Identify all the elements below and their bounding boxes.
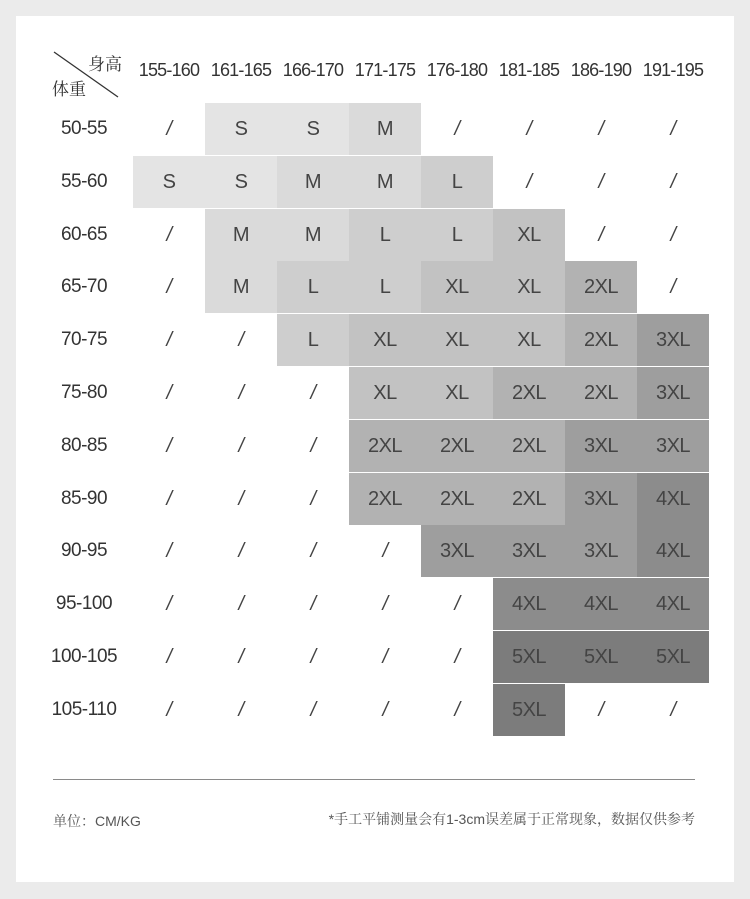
size-cell-empty: / <box>670 223 676 246</box>
weight-row-header: 85-90 <box>60 487 108 509</box>
size-cell-empty: / <box>310 487 316 510</box>
size-cell-empty: / <box>238 698 244 721</box>
size-cell: XL <box>493 314 565 366</box>
size-cell-empty: / <box>238 540 244 563</box>
size-cell-empty: / <box>310 540 316 563</box>
size-cell-empty: / <box>670 170 676 193</box>
table-corner-header <box>52 50 122 100</box>
size-cell-empty: / <box>454 118 460 140</box>
size-cell: 4XL <box>637 578 709 630</box>
size-cell: L <box>277 261 349 313</box>
size-cell: 2XL <box>565 367 637 419</box>
size-cell: XL <box>349 314 421 366</box>
size-cell-empty: / <box>166 434 172 457</box>
size-cell: 3XL <box>565 473 637 525</box>
size-cell-empty: / <box>382 593 388 616</box>
size-cell-empty: / <box>454 593 460 616</box>
size-cell-empty: / <box>166 540 172 563</box>
size-cell: L <box>277 314 349 366</box>
size-cell: 5XL <box>493 684 565 736</box>
size-cell: 2XL <box>421 420 493 472</box>
size-cell-empty: / <box>382 698 388 721</box>
unit-label: 单位：CM/KG <box>53 813 141 829</box>
weight-row-header: 105-110 <box>51 698 117 720</box>
size-cell: 3XL <box>637 420 709 472</box>
size-cell: S <box>205 156 277 208</box>
weight-row-header: 75-80 <box>60 382 108 403</box>
size-cell: 2XL <box>493 367 565 419</box>
size-cell: S <box>133 156 205 208</box>
size-cell-empty: / <box>382 540 388 563</box>
size-cell-empty: / <box>310 646 316 668</box>
size-cell-empty: / <box>238 434 244 457</box>
size-cell-empty: / <box>598 170 604 193</box>
size-cell-empty: / <box>166 487 172 510</box>
size-cell: XL <box>421 367 493 419</box>
size-cell: 3XL <box>565 525 637 577</box>
size-cell: S <box>205 103 277 155</box>
measurement-note: *手工平铺测量会有1-3cm误差属于正常现象，数据仅供参考 <box>328 811 695 827</box>
height-axis-label: 身高 <box>88 55 122 74</box>
size-cell-empty: / <box>238 329 244 352</box>
size-cell-empty: / <box>238 382 244 404</box>
size-cell-empty: / <box>166 223 172 246</box>
weight-row-header: 50-55 <box>60 118 108 139</box>
size-cell-empty: / <box>382 646 388 668</box>
size-cell: L <box>349 209 421 261</box>
size-cell-empty: / <box>166 646 172 668</box>
height-column-header: 176-180 <box>426 60 488 80</box>
size-cell-empty: / <box>670 276 676 299</box>
size-cell: XL <box>349 367 421 419</box>
size-cell: 2XL <box>493 420 565 472</box>
size-cell-empty: / <box>166 276 172 299</box>
height-column-header: 186-190 <box>570 60 632 80</box>
weight-row-header: 70-75 <box>60 329 108 351</box>
size-cell-empty: / <box>454 698 460 721</box>
size-cell: XL <box>421 314 493 366</box>
weight-row-header: 65-70 <box>60 276 108 298</box>
size-cell: L <box>421 209 493 261</box>
size-cell: 2XL <box>421 473 493 525</box>
height-column-header: 181-185 <box>498 60 560 80</box>
size-cell: M <box>349 156 421 208</box>
size-cell: L <box>421 156 493 208</box>
size-cell: 2XL <box>565 261 637 313</box>
size-cell: 5XL <box>493 631 565 683</box>
weight-row-header: 90-95 <box>60 540 108 562</box>
size-cell: 3XL <box>493 525 565 577</box>
size-cell: 3XL <box>421 525 493 577</box>
size-cell: M <box>205 261 277 313</box>
size-cell-empty: / <box>238 646 244 668</box>
size-cell-empty: / <box>310 434 316 457</box>
size-cell: XL <box>493 209 565 261</box>
size-cell-empty: / <box>526 170 532 193</box>
size-cell-empty: / <box>526 118 532 140</box>
height-column-header: 171-175 <box>354 60 416 80</box>
size-cell-empty: / <box>670 698 676 721</box>
size-cell: M <box>349 103 421 155</box>
weight-row-header: 60-65 <box>60 223 108 245</box>
weight-row-header: 95-100 <box>55 593 113 615</box>
height-column-header: 161-165 <box>210 60 272 80</box>
size-cell: L <box>349 261 421 313</box>
size-cell-empty: / <box>166 382 172 404</box>
size-cell: 4XL <box>493 578 565 630</box>
size-cell-empty: / <box>598 698 604 721</box>
size-cell-empty: / <box>238 487 244 510</box>
size-cell-empty: / <box>310 698 316 721</box>
height-column-header: 166-170 <box>282 60 344 80</box>
size-cell: 2XL <box>565 314 637 366</box>
weight-row-header: 100-105 <box>50 646 118 667</box>
weight-axis-label: 体重 <box>52 80 86 99</box>
size-cell-empty: / <box>598 223 604 246</box>
size-cell-empty: / <box>310 593 316 616</box>
size-cell: XL <box>421 261 493 313</box>
size-cell-empty: / <box>166 593 172 616</box>
size-cell-empty: / <box>598 118 604 140</box>
size-cell: 4XL <box>637 525 709 577</box>
weight-row-header: 80-85 <box>60 434 108 456</box>
size-cell: 2XL <box>349 473 421 525</box>
footer-divider <box>53 779 695 780</box>
size-cell: 4XL <box>637 473 709 525</box>
height-column-header: 191-195 <box>642 60 704 80</box>
size-cell-empty: / <box>166 329 172 352</box>
size-cell-empty: / <box>670 118 676 140</box>
size-cell-empty: / <box>238 593 244 616</box>
weight-row-header: 55-60 <box>60 170 108 192</box>
size-cell: M <box>277 156 349 208</box>
size-cell-empty: / <box>166 698 172 721</box>
size-cell: XL <box>493 261 565 313</box>
size-cell: 2XL <box>349 420 421 472</box>
size-cell: 5XL <box>637 631 709 683</box>
size-cell-empty: / <box>310 382 316 404</box>
size-cell-empty: / <box>454 646 460 668</box>
size-cell: 3XL <box>637 314 709 366</box>
size-cell: 3XL <box>565 420 637 472</box>
size-cell: 5XL <box>565 631 637 683</box>
size-cell: 4XL <box>565 578 637 630</box>
size-cell-empty: / <box>166 118 172 140</box>
size-cell: M <box>277 209 349 261</box>
size-cell: 2XL <box>493 473 565 525</box>
size-cell: S <box>277 103 349 155</box>
size-cell: 3XL <box>637 367 709 419</box>
height-column-header: 155-160 <box>138 60 200 80</box>
size-cell: M <box>205 209 277 261</box>
